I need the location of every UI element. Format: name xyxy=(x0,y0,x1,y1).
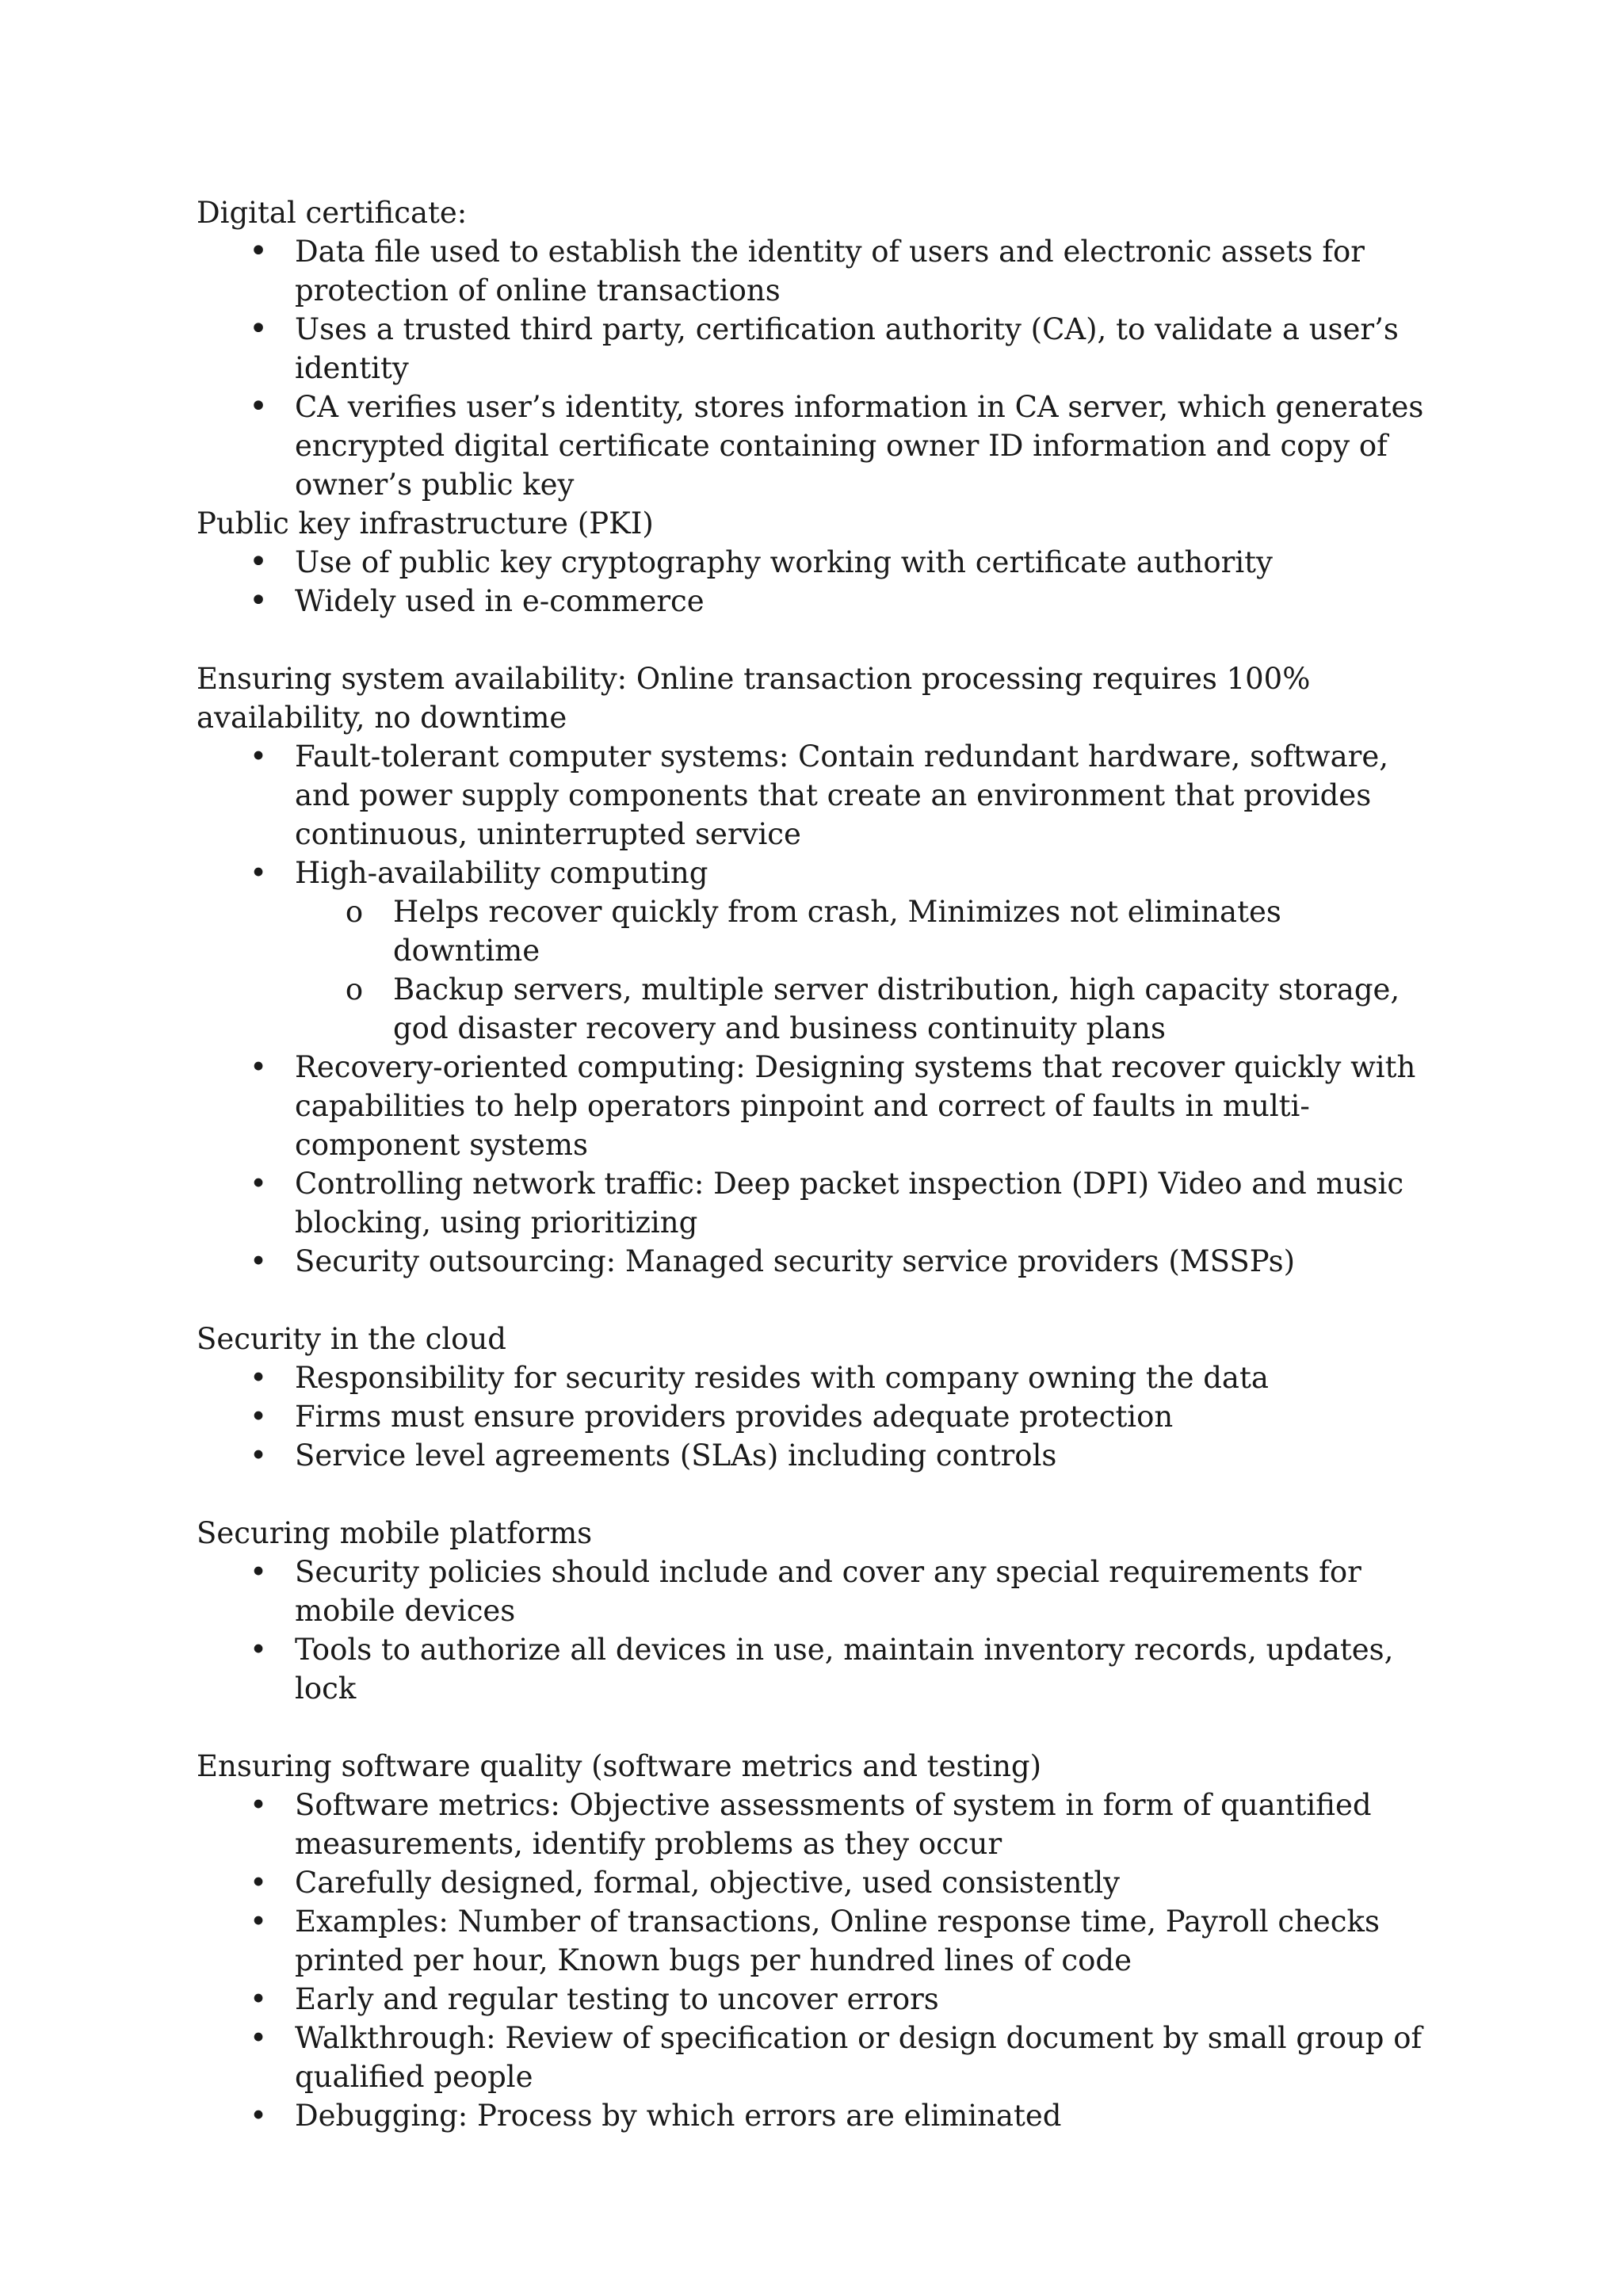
sub-list-item xyxy=(197,892,1433,970)
bullet-list xyxy=(197,1786,1433,2135)
list-item xyxy=(197,2019,1433,2096)
list-item-text: Security policies should include and cover any special requirements for mobile devices xyxy=(295,1555,1361,1628)
list-item-text: CA verifies user’s identity, stores information in CA server, which generates encrypted digital certificate containing owner ID information and copy of owner’s public key xyxy=(295,390,1424,502)
bullet-icon: • xyxy=(250,1438,267,1473)
bullet-icon: • xyxy=(250,1788,267,1822)
list-item-text: Helps recover quickly from crash, Minimizes not eliminates downtime xyxy=(393,895,1281,968)
bullet-icon: • xyxy=(250,739,267,774)
list-item xyxy=(197,1436,1433,1475)
bullet-icon: • xyxy=(250,1904,267,1939)
section-heading: Security in the cloud xyxy=(197,1322,506,1356)
list-item-text: Backup servers, multiple server distribution, high capacity storage, god disaster recovery and business continuity plans xyxy=(393,972,1400,1045)
document-page xyxy=(197,193,1433,2135)
list-item-text: Data file used to establish the identity of users and electronic assets for protection of online transactions xyxy=(295,235,1365,308)
bullet-list xyxy=(197,1358,1433,1475)
list-item xyxy=(197,737,1433,854)
bullet-list xyxy=(197,232,1433,504)
list-item xyxy=(197,232,1433,310)
bullet-icon: • xyxy=(250,2099,267,2133)
bullet-icon: • xyxy=(249,388,268,425)
list-item xyxy=(197,1630,1433,1708)
bullet-icon: • xyxy=(250,1866,267,1900)
bullet-icon: • xyxy=(250,856,267,890)
bullet-icon: • xyxy=(250,2021,267,2055)
list-item-text: Service level agreements (SLAs) including controls xyxy=(295,1438,1057,1473)
section-mobile-platforms xyxy=(197,1514,1433,1708)
bullet-icon: • xyxy=(249,311,268,347)
list-item xyxy=(197,1863,1433,1902)
list-item xyxy=(197,1164,1433,1242)
section-system-availability xyxy=(197,659,1433,1281)
list-item-text: Fault-tolerant computer systems: Contain redundant hardware, software, and power supply components that create an environment that provides continuous, uninterrupted service xyxy=(295,739,1388,851)
list-item-text: Use of public key cryptography working with certificate authority xyxy=(295,545,1273,579)
list-item xyxy=(197,854,1433,892)
section-heading: Public key infrastructure (PKI) xyxy=(197,506,654,541)
section-digital-certificate xyxy=(197,193,1433,504)
sub-list-item xyxy=(197,970,1433,1048)
bullet-list xyxy=(197,543,1433,621)
circle-bullet-icon: o xyxy=(345,972,364,1007)
bullet-icon: • xyxy=(250,1244,267,1278)
list-item-text: Uses a trusted third party, certification authority (CA), to validate a user’s identity xyxy=(295,312,1399,385)
list-item-text: Walkthrough: Review of specification or design document by small group of qualified people xyxy=(295,2021,1423,2094)
bullet-icon: • xyxy=(250,1050,267,1084)
list-item-text: Recovery-oriented computing: Designing systems that recover quickly with capabilities to help operators pinpoint and correct of faults in multi-component systems xyxy=(295,1050,1416,1162)
bullet-icon: • xyxy=(250,1167,267,1201)
list-item xyxy=(197,1358,1433,1397)
list-item-text: Examples: Number of transactions, Online response time, Payroll checks printed per hour, Known bugs per hundred lines of code xyxy=(295,1904,1380,1977)
list-item xyxy=(197,1048,1433,1164)
list-item xyxy=(197,310,1433,388)
list-item-text: Widely used in e-commerce xyxy=(295,584,705,618)
list-item xyxy=(197,1902,1433,1980)
bullet-icon: • xyxy=(249,544,268,580)
bullet-list xyxy=(197,1553,1433,1708)
list-item-text: Software metrics: Objective assessments of system in form of quantified measurements, identify problems as they occur xyxy=(295,1788,1372,1861)
bullet-icon: • xyxy=(249,233,268,269)
bullet-icon: • xyxy=(250,1633,267,1667)
section-pki xyxy=(197,504,1433,621)
list-item xyxy=(197,1980,1433,2019)
list-item xyxy=(197,2096,1433,2135)
bullet-list xyxy=(197,737,1433,1281)
list-item-text: Early and regular testing to uncover errors xyxy=(295,1982,939,2016)
list-item xyxy=(197,388,1433,504)
list-item-text: Security outsourcing: Managed security service providers (MSSPs) xyxy=(295,1244,1296,1278)
list-item xyxy=(197,582,1433,621)
section-software-quality xyxy=(197,1747,1433,2135)
list-item-text: Debugging: Process by which errors are eliminated xyxy=(295,2099,1062,2133)
list-item xyxy=(197,1553,1433,1630)
list-item xyxy=(197,543,1433,582)
circle-bullet-icon: o xyxy=(345,895,364,929)
section-security-cloud xyxy=(197,1320,1433,1475)
list-item-text: Controlling network traffic: Deep packet inspection (DPI) Video and music blocking, using prioritizing xyxy=(295,1167,1404,1240)
list-item-text: High-availability computing xyxy=(295,856,708,890)
bullet-icon: • xyxy=(250,1982,267,2016)
list-item-text: Carefully designed, formal, objective, used consistently xyxy=(295,1866,1121,1900)
list-item-text: Tools to authorize all devices in use, maintain inventory records, updates, lock xyxy=(295,1633,1394,1706)
list-item xyxy=(197,1786,1433,1863)
list-item-text: Firms must ensure providers provides adequate protection xyxy=(295,1400,1174,1434)
section-heading: Securing mobile platforms xyxy=(197,1516,593,1550)
bullet-icon: • xyxy=(250,1555,267,1589)
list-item xyxy=(197,1397,1433,1436)
bullet-icon: • xyxy=(250,1361,267,1395)
section-heading: Ensuring system availability: Online transaction processing requires 100% availability, no downtime xyxy=(197,662,1311,735)
section-heading: Ensuring software quality (software metrics and testing) xyxy=(197,1749,1042,1783)
list-item-text: Responsibility for security resides with company owning the data xyxy=(295,1361,1269,1395)
list-item xyxy=(197,1242,1433,1281)
bullet-icon: • xyxy=(250,1400,267,1434)
bullet-icon: • xyxy=(249,583,268,619)
section-heading: Digital certificate: xyxy=(197,196,468,230)
